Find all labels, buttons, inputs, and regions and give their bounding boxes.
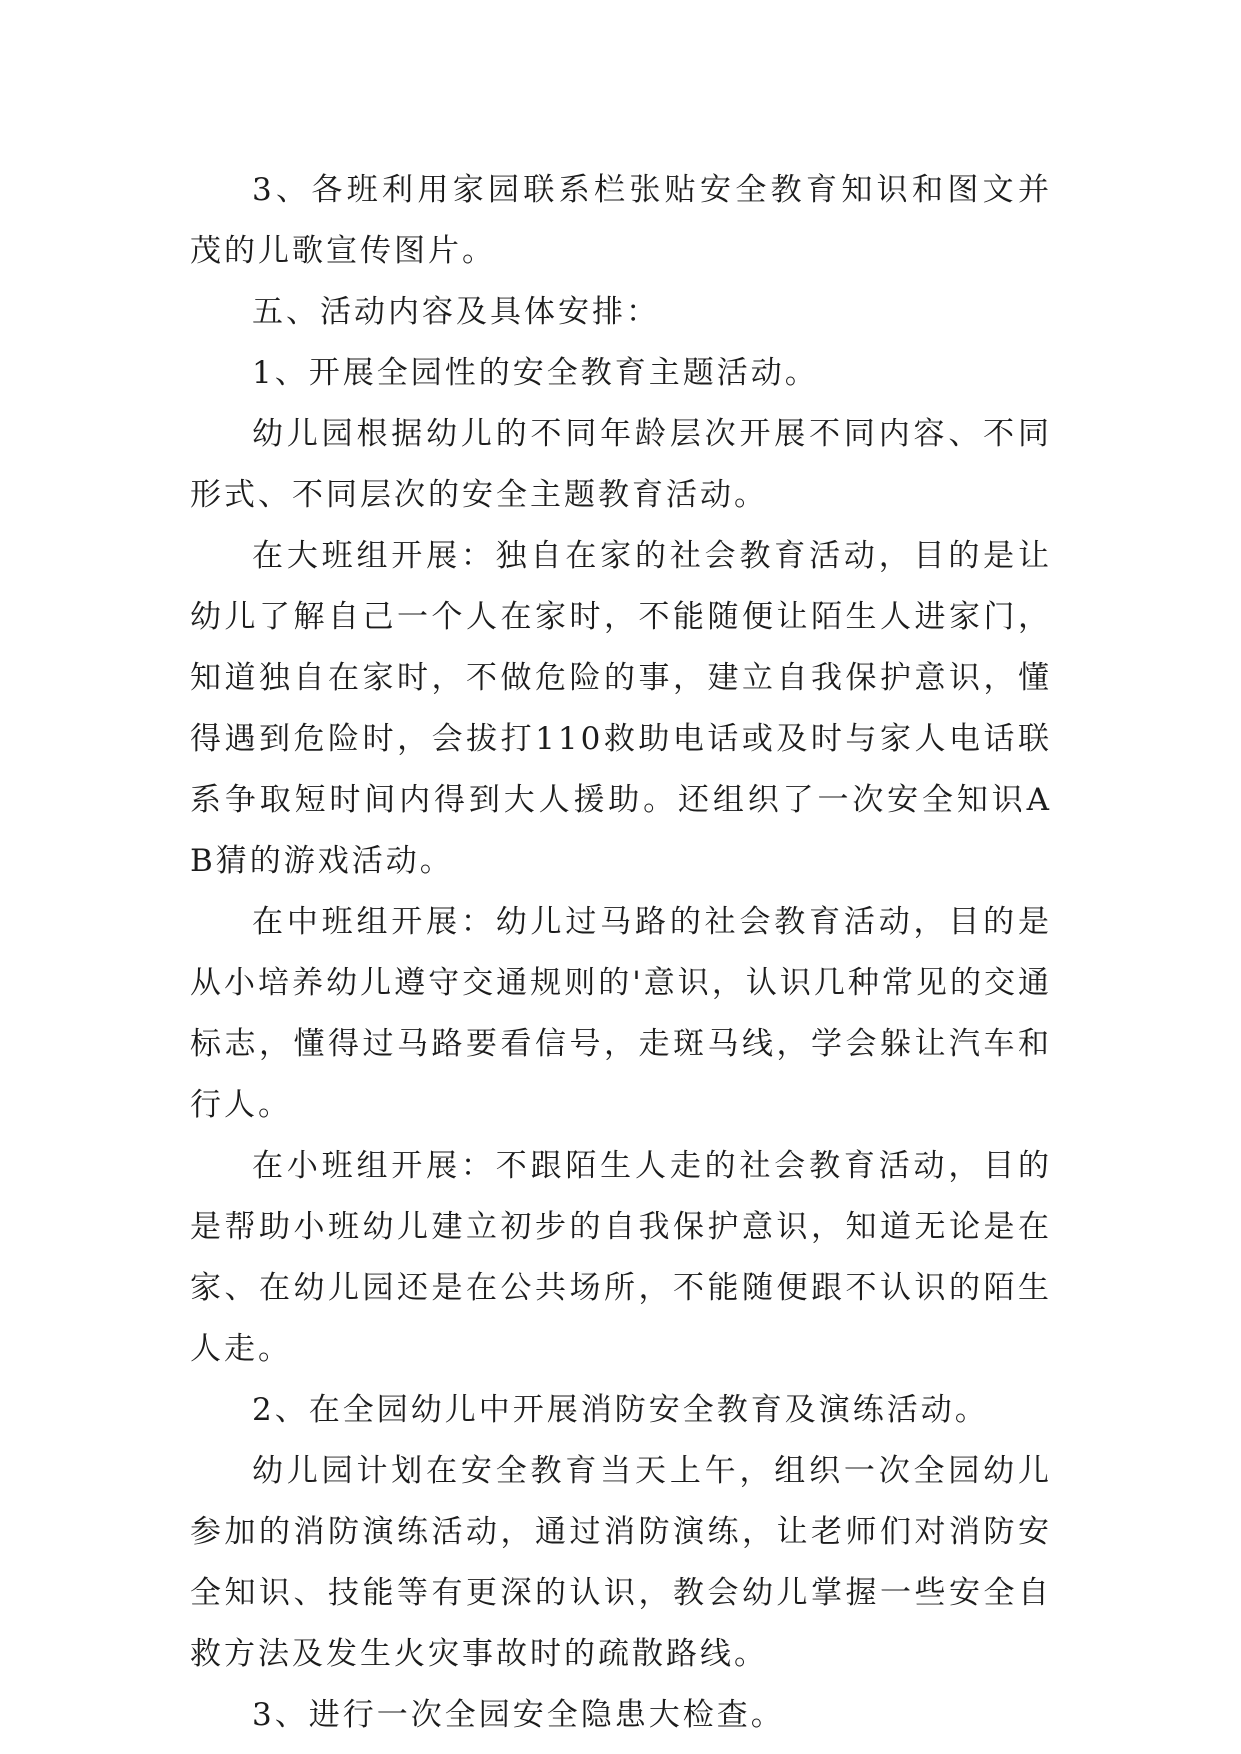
paragraph-junior-class: 在小班组开展：不跟陌生人走的社会教育活动，目的是帮助小班幼儿建立初步的自我保护意识，知道无论是在家、在幼儿园还是在公共场所，不能随便跟不认识的陌生人走。 [190,1148,1052,1367]
document-body [190,160,1052,1746]
paragraph-fire-drill: 幼儿园计划在安全教育当天上午，组织一次全园幼儿参加的消防演练活动，通过消防演练，让老师们对消防安全知识、技能等有更深的认识，教会幼儿掌握一些安全自救方法及发生火灾事故时的疏散路线。 [190,1453,1052,1672]
paragraph-class-bulletin: 3、各班利用家园联系栏张贴安全教育知识和图文并茂的儿歌宣传图片。 [190,172,1052,269]
paragraph-senior-class: 在大班组开展：独自在家的社会教育活动，目的是让幼儿了解自己一个人在家时，不能随便让陌生人进家门，知道独自在家时，不做危险的事，建立自我保护意识，懂得遇到危险时，会拔打110救助电话或及时与家人电话联系争取短时间内得到大人援助。还组织了一次安全知识AB猜的游戏活动。 [190,538,1052,879]
item-heading-inspection: 3、进行一次全园安全隐患大检查。 [252,1697,785,1733]
paragraph-age-levels: 幼儿园根据幼儿的不同年龄层次开展不同内容、不同形式、不同层次的安全主题教育活动。 [190,416,1052,513]
item-heading-safety-theme: 1、开展全园性的安全教育主题活动。 [252,355,819,391]
item-heading-fire-drill: 2、在全园幼儿中开展消防安全教育及演练活动。 [252,1392,989,1428]
section-heading-activities: 五、活动内容及具体安排： [252,294,660,330]
paragraph-middle-class: 在中班组开展：幼儿过马路的社会教育活动，目的是从小培养幼儿遵守交通规则的'意识，认识几种常见的交通标志，懂得过马路要看信号，走斑马线，学会躲让汽车和行人。 [190,904,1052,1123]
